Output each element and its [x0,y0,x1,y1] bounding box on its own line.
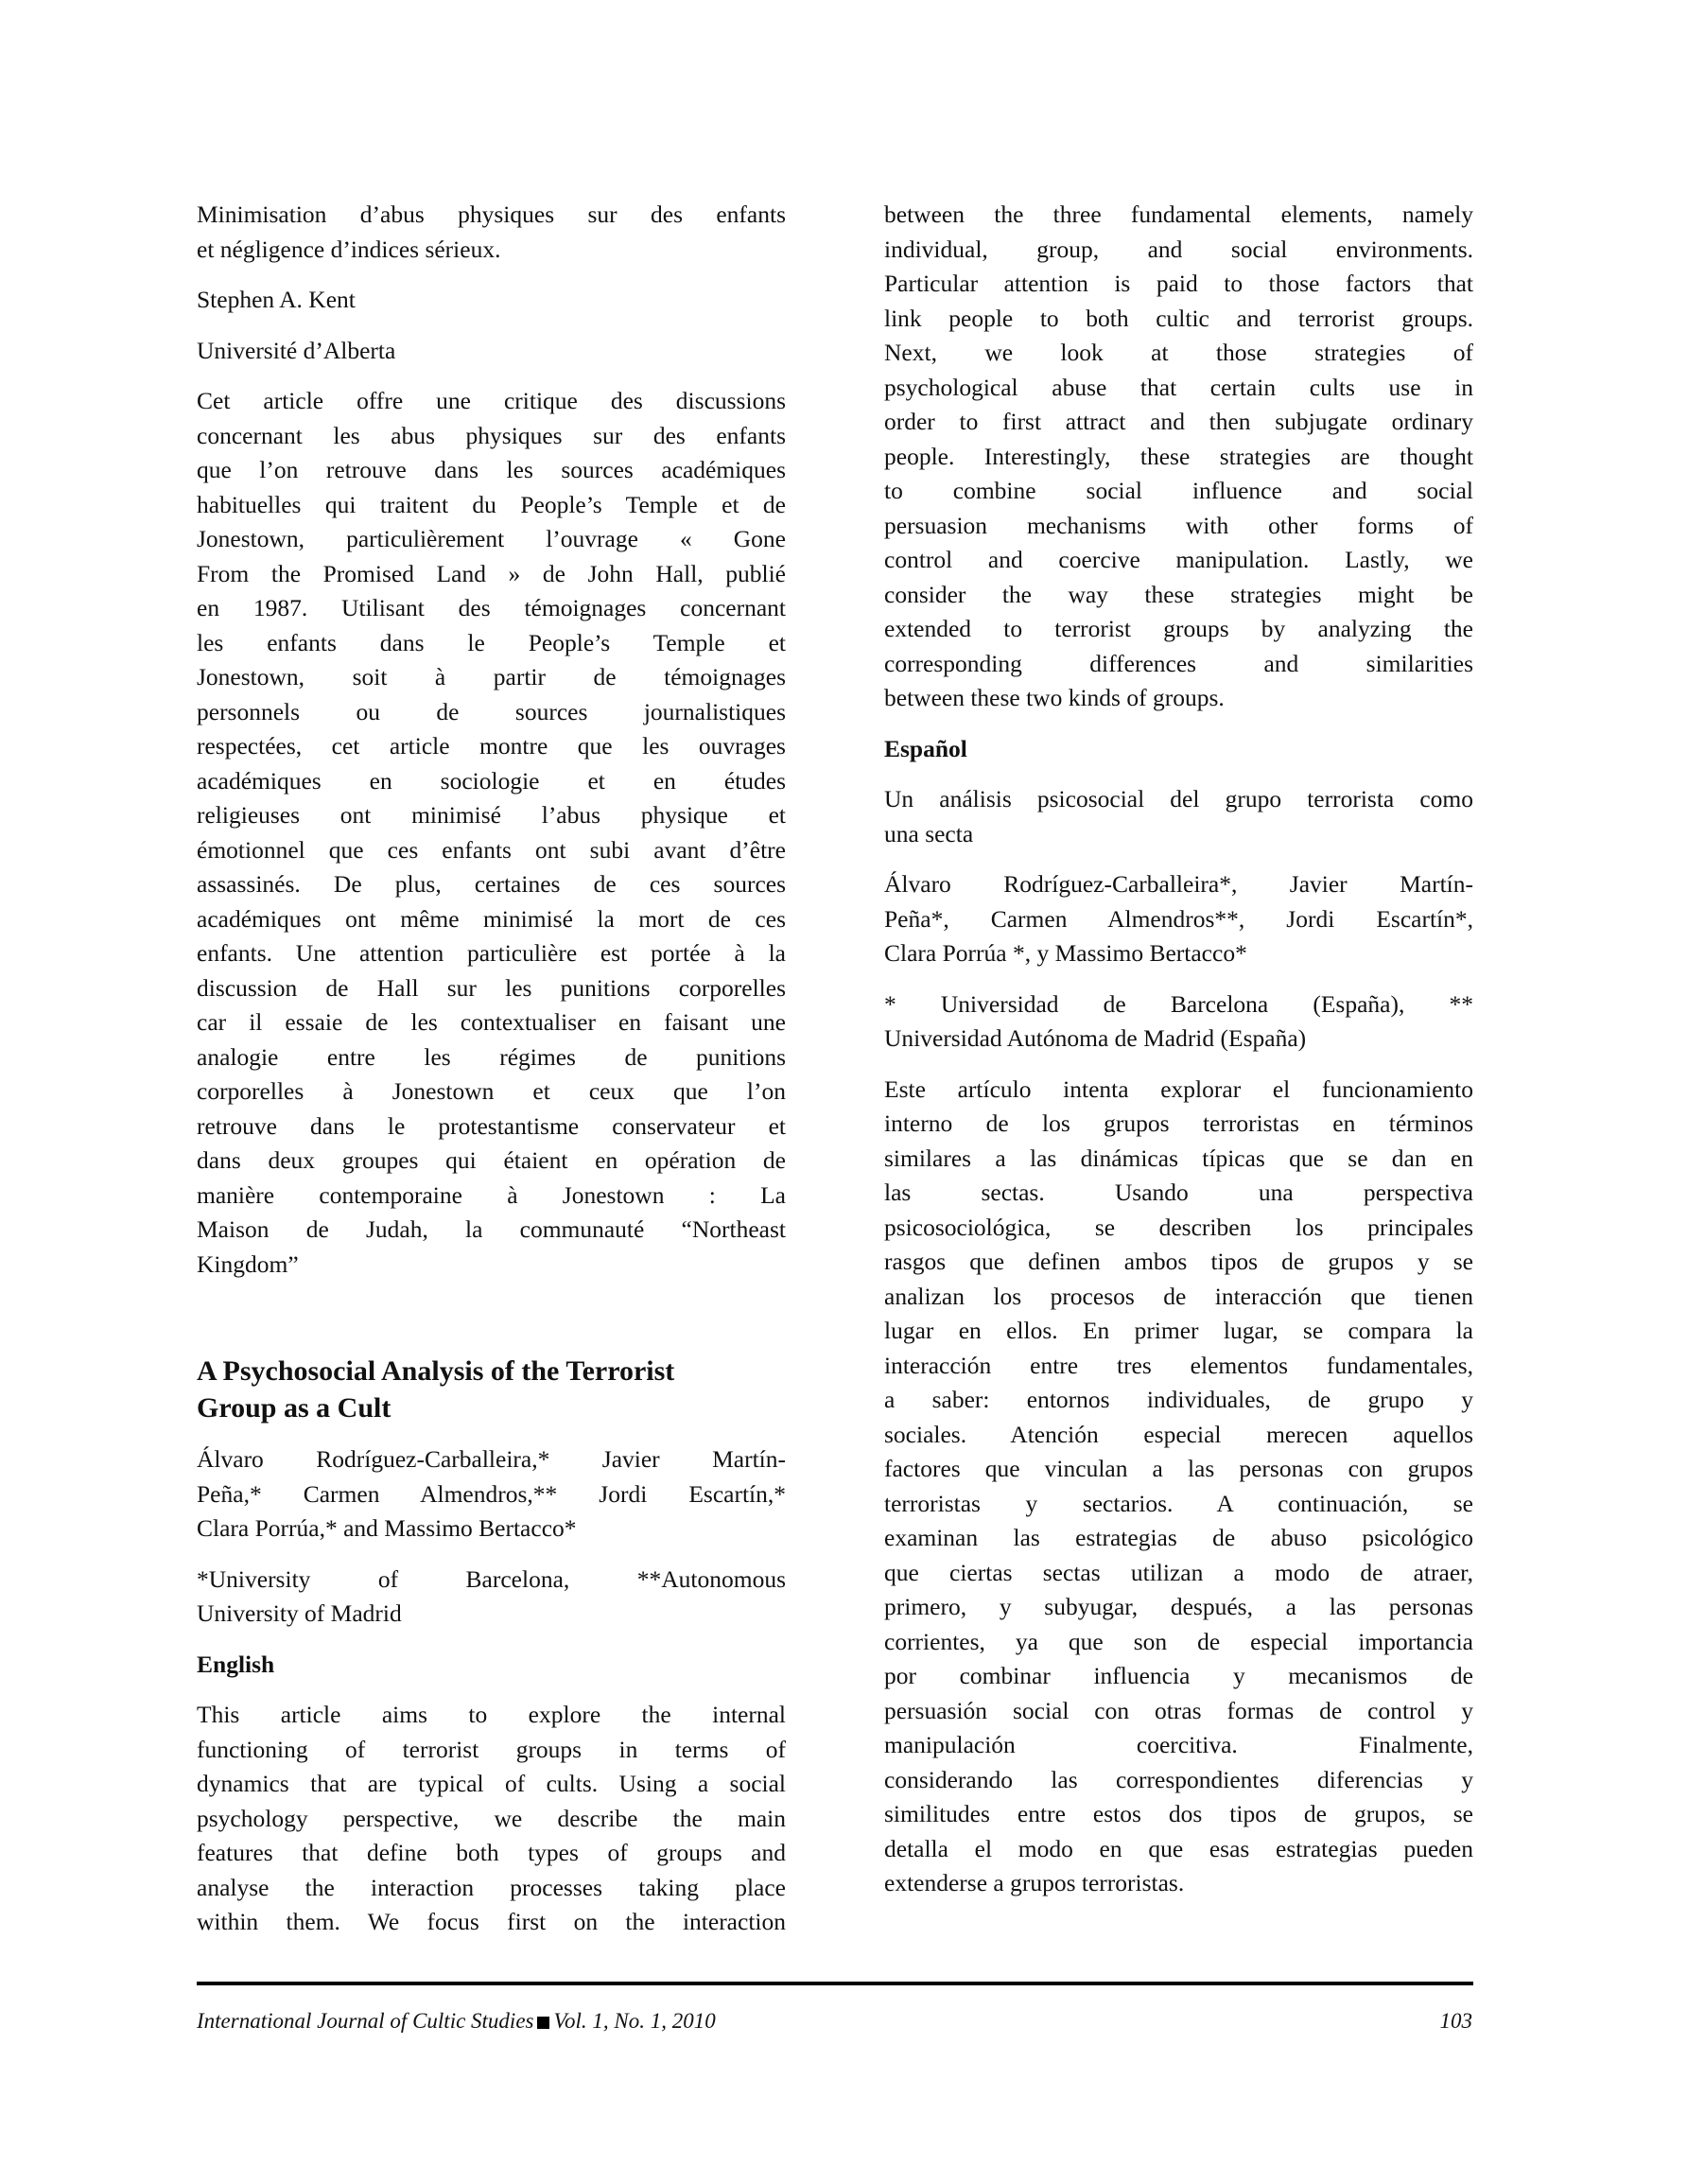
affiliations [197,1563,786,1632]
text-line: detalla el modo en que esas estrategias pueden [884,1834,1473,1862]
text-line: considerando las correspondientes diferencias y [884,1765,1473,1793]
text-line: Jonestown, particulièrement l’ouvrage « Gone [197,525,786,552]
text-line: * Universidad de Barcelona (España), ** [884,989,1473,1018]
text-line: to combine social influence and social [884,477,1473,504]
text-line: analizan los procesos de interacción que tienen [884,1282,1473,1310]
page-number: 103 [1439,2009,1472,2033]
right-column [884,198,1473,1917]
text-line: This article aims to explore the internal [197,1701,786,1728]
text-line: similares a las dinámicas típicas que se dan en [884,1144,1473,1172]
left-column [197,198,786,1956]
text-line: académiques ont même minimisé la mort de ces [197,904,786,933]
text-line: religieuses ont minimisé l’abus physique et [197,801,786,829]
text-line: link people to both cultic and terrorist groups. [884,304,1473,332]
footer-rule [197,1982,1473,1985]
french-abstract [197,384,786,1282]
text-line: manipulación coercitiva. Finalmente, [884,1731,1473,1758]
english-abstract [197,1698,786,1940]
journal-volume: Vol. 1, No. 1, 2010 [553,2009,716,2033]
authors [197,1442,786,1546]
text-line: assassinés. De plus, certaines de ces sources [197,870,786,898]
text-line: psicosociológica, se describen los principales [884,1213,1473,1241]
text-line: *University of Barcelona, **Autonomous [197,1564,786,1593]
text-line: functioning of terrorist groups in terms of [197,1735,786,1763]
text-line: una secta [884,819,974,847]
text-line: persuasion mechanisms with other forms of [884,511,1473,539]
text-line: interno de los grupos terroristas en términos [884,1109,1473,1137]
text-line: émotionnel que ces enfants ont subi avant d’être [197,835,786,864]
section-gap [197,1298,786,1353]
text-line: personnels ou de sources journalistiques [197,697,786,725]
black-square-icon [537,2017,549,2029]
text-line: Peña*, Carmen Almendros**, Jordi Escartín*, [884,904,1473,933]
text-line: Stephen A. Kent [197,286,356,313]
text-line: rasgos que definen ambos tipos de grupos y se [884,1248,1473,1275]
text-line: order to first attract and then subjugate ordinary [884,408,1473,435]
text-line: individual, group, and social environments. [884,235,1473,263]
text-line: features that define both types of groups and [197,1839,786,1866]
text-line: en 1987. Utilisant des témoignages concernant [197,594,786,621]
text-line: interacción entre tres elementos fundamentales, [884,1351,1473,1379]
text-line: Peña,* Carmen Almendros,** Jordi Escartín,* [197,1479,786,1508]
text-line: consider the way these strategies might be [884,580,1473,608]
french-title [197,198,786,267]
text-line: Maison de Judah, la communauté “Northeast [197,1215,786,1243]
text-line: Clara Porrúa,* and Massimo Bertacco* [197,1514,577,1542]
text-line: Este artículo intenta explorar el funcionamiento [884,1075,1473,1103]
text-line: factores que vinculan a las personas con grupos [884,1455,1473,1482]
text-line: analogie entre les régimes de punitions [197,1042,786,1071]
title-line: A Psychosocial Analysis of the Terrorist [197,1355,675,1387]
text-line: University of Madrid [197,1599,402,1627]
french-author [197,283,786,318]
text-line: corrientes, ya que son de especial importancia [884,1627,1473,1655]
text-line: persuasión social con otras formas de control y [884,1696,1473,1724]
text-line: terroristas y sectarios. A continuación, se [884,1489,1473,1517]
spanish-title [884,782,1473,851]
text-line: enfants. Une attention particulière est portée à la [197,939,786,967]
section-heading: English [197,1650,275,1678]
text-line: sociales. Atención especial merecen aquellos [884,1420,1473,1448]
text-line: people. Interestingly, these strategies are thought [884,442,1473,470]
text-line: examinan las estrategias de abuso psicológico [884,1524,1473,1551]
text-line: primero, y subyugar, después, a las personas [884,1593,1473,1620]
journal-name: International Journal of Cultic Studies [197,2009,534,2033]
text-line: concernant les abus physiques sur des enfants [197,421,786,449]
text-line: similitudes entre estos dos tipos de grupos, se [884,1800,1473,1827]
text-line: et négligence d’indices sérieux. [197,235,501,263]
text-line: psychology perspective, we describe the main [197,1804,786,1832]
english-heading [197,1648,786,1683]
text-line: Universidad Autónoma de Madrid (España) [884,1024,1307,1052]
text-line: Cet article offre une critique des discussions [197,387,786,414]
title-line: Group as a Cult [197,1392,391,1424]
text-line: Kingdom” [197,1249,299,1278]
text-line: between these two kinds of groups. [884,684,1225,711]
text-line: From the Promised Land » de John Hall, publié [197,559,786,587]
text-line: les enfants dans le People’s Temple et [197,628,786,656]
text-line: Minimisation d’abus physiques sur des enfants [197,201,786,228]
text-line: que ciertas sectas utilizan a modo de atraer, [884,1558,1473,1586]
text-line: dynamics that are typical of cults. Using a social [197,1770,786,1797]
text-line: between the three fundamental elements, namely [884,201,1473,228]
text-line: Université d’Alberta [197,336,396,364]
text-line: corresponding differences and similarities [884,649,1473,677]
spanish-heading [884,732,1473,767]
text-line: corporelles à Jonestown et ceux que l’on [197,1077,786,1105]
text-line: académiques en sociologie et en études [197,766,786,795]
footer-journal-citation [197,2007,716,2035]
text-line: retrouve dans le protestantisme conservateur et [197,1111,786,1140]
text-line: control and coercive manipulation. Lastly, we [884,546,1473,573]
text-line: respectées, cet article montre que les ouvrages [197,732,786,760]
text-line: Clara Porrúa *, y Massimo Bertacco* [884,939,1247,967]
text-line: las sectas. Usando una perspectiva [884,1179,1473,1206]
text-line: psychological abuse that certain cults use in [884,373,1473,401]
text-line: discussion de Hall sur les punitions corporelles [197,973,786,1002]
english-abstract-continued [884,198,1473,716]
text-line: por combinar influencia y mecanismos de [884,1662,1473,1689]
article-title [197,1353,786,1426]
text-line: within them. We focus first on the interaction [197,1908,786,1935]
text-line: car il essaie de les contextualiser en faisant une [197,1008,786,1036]
text-line: a saber: entornos individuales, de grupo y [884,1386,1473,1413]
text-line: extended to terrorist groups by analyzing the [884,615,1473,642]
text-line: lugar en ellos. En primer lugar, se compara la [884,1317,1473,1344]
text-line: manière contemporaine à Jonestown : La [197,1180,786,1209]
text-line: dans deux groupes qui étaient en opération de [197,1146,786,1174]
text-line: Jonestown, soit à partir de témoignages [197,663,786,690]
text-line: Álvaro Rodríguez-Carballeira*, Javier Martín- [884,870,1473,898]
spanish-affiliations [884,987,1473,1057]
spanish-authors [884,867,1473,971]
section-heading: Español [884,734,967,762]
text-line: Álvaro Rodríguez-Carballeira,* Javier Martín- [197,1445,786,1473]
spanish-abstract [884,1073,1473,1901]
text-line: habituelles qui traitent du People’s Temple et de [197,490,786,518]
text-line: Next, we look at those strategies of [884,339,1473,366]
text-line: que l’on retrouve dans les sources académiques [197,456,786,483]
text-line: analyse the interaction processes taking place [197,1873,786,1901]
text-line: Un análisis psicosocial del grupo terrorista como [884,785,1473,812]
text-line: extenderse a grupos terroristas. [884,1869,1185,1896]
text-line: Particular attention is paid to those factors that [884,270,1473,297]
french-affiliation [197,334,786,369]
